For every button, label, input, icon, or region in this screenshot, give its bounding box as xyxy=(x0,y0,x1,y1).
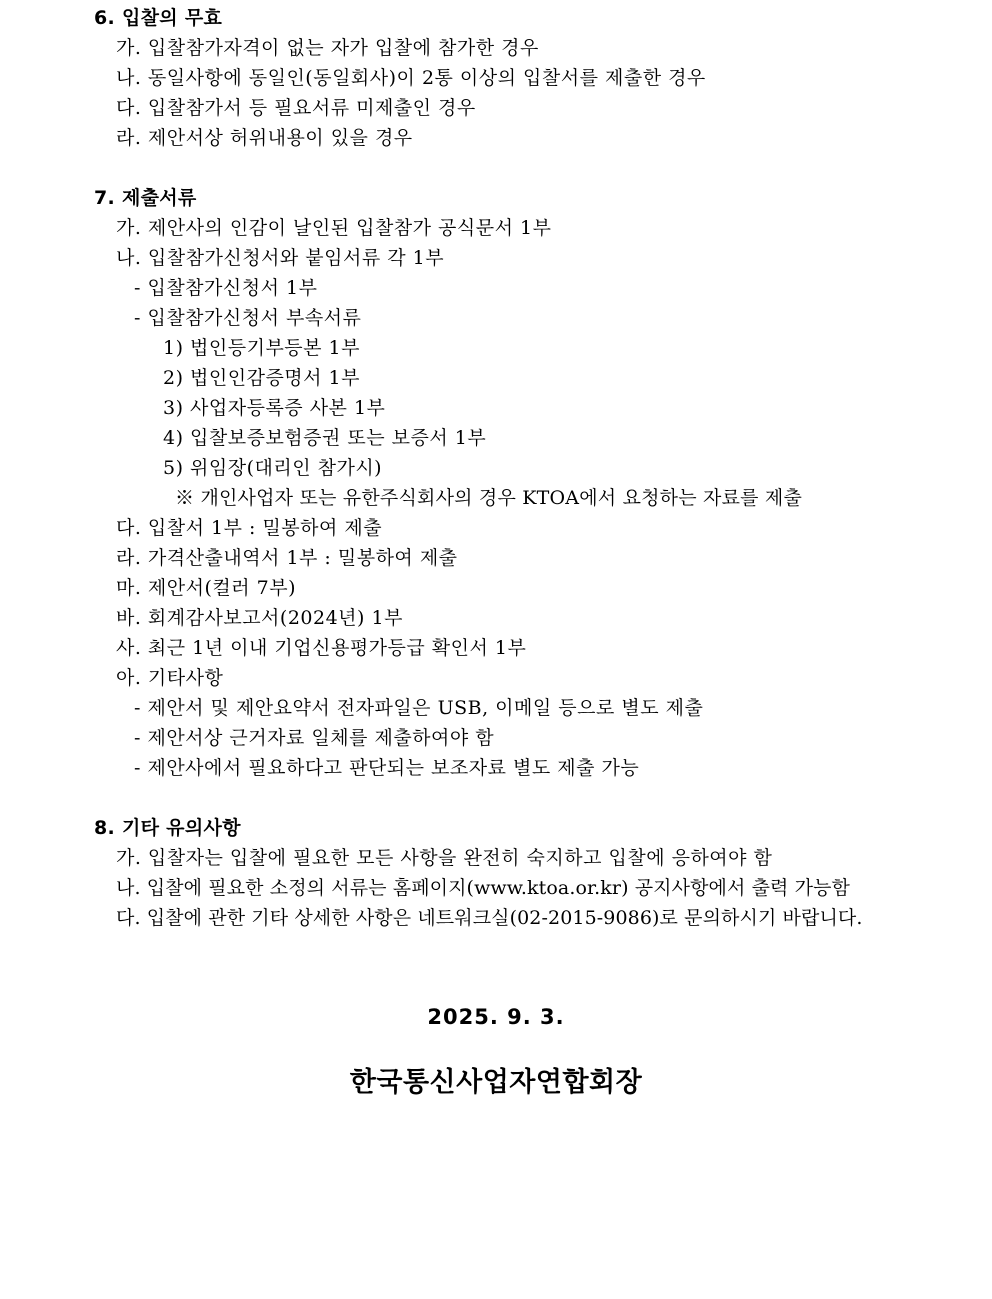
section-7-subitem: - 입찰참가신청서 1부 xyxy=(134,277,318,299)
section-8-item-ga: 가. 입찰자는 입찰에 필요한 모든 사항을 완전히 숙지하고 입찰에 응하여야 함 xyxy=(116,847,773,869)
document-date: 2025. 9. 3. xyxy=(427,1005,565,1029)
section-7-numbered-item: 5) 위임장(대리인 참가시) xyxy=(163,457,383,479)
section-7-item-da: 다. 입찰서 1부 : 밀봉하여 제출 xyxy=(116,517,383,539)
section-7-numbered-item: 2) 법인인감증명서 1부 xyxy=(163,367,361,389)
section-6-item-ga: 가. 입찰참가자격이 없는 자가 입찰에 참가한 경우 xyxy=(116,37,539,59)
section-7-numbered-item: 4) 입찰보증보험증권 또는 보증서 1부 xyxy=(163,427,487,449)
section-7-item-sa: 사. 최근 1년 이내 기업신용평가등급 확인서 1부 xyxy=(116,637,527,659)
section-7-item-a: 아. 기타사항 xyxy=(116,667,224,689)
section-7-subitem: - 제안서 및 제안요약서 전자파일은 USB, 이메일 등으로 별도 제출 xyxy=(134,697,704,719)
section-7-heading: 7. 제출서류 xyxy=(94,187,197,209)
section-6-heading: 6. 입찰의 무효 xyxy=(94,7,223,29)
section-7-item-ga: 가. 제안사의 인감이 날인된 입찰참가 공식문서 1부 xyxy=(116,217,552,239)
section-7-numbered-item: 1) 법인등기부등본 1부 xyxy=(163,337,361,359)
section-7-numbered-item: 3) 사업자등록증 사본 1부 xyxy=(163,397,386,419)
section-7-item-ra: 라. 가격산출내역서 1부 : 밀봉하여 제출 xyxy=(116,547,458,569)
issuing-organization: 한국통신사업자연합회장 xyxy=(349,1067,643,1098)
section-7-note: ※ 개인사업자 또는 유한주식회사의 경우 KTOA에서 요청하는 자료를 제출 xyxy=(175,487,803,509)
section-6-item-ra: 라. 제안서상 허위내용이 있을 경우 xyxy=(116,127,413,149)
section-7-item-ba: 바. 회계감사보고서(2024년) 1부 xyxy=(116,607,403,629)
section-7-subitem: - 제안서상 근거자료 일체를 제출하여야 함 xyxy=(134,727,495,749)
section-8-item-na: 나. 입찰에 필요한 소정의 서류는 홈페이지(www.ktoa.or.kr) 공지사항에서 출력 가능함 xyxy=(116,877,850,899)
section-8-item-da: 다. 입찰에 관한 기타 상세한 사항은 네트워크실(02-2015-9086)로 문의하시기 바랍니다. xyxy=(116,907,863,929)
section-7-item-ma: 마. 제안서(컬러 7부) xyxy=(116,577,297,599)
section-7-item-na: 나. 입찰참가신청서와 붙임서류 각 1부 xyxy=(116,247,445,269)
section-7-subitem: - 입찰참가신청서 부속서류 xyxy=(134,307,362,329)
section-7-subitem: - 제안사에서 필요하다고 판단되는 보조자료 별도 제출 가능 xyxy=(134,757,640,779)
section-8-heading: 8. 기타 유의사항 xyxy=(94,817,241,839)
section-6-item-na: 나. 동일사항에 동일인(동일회사)이 2통 이상의 입찰서를 제출한 경우 xyxy=(116,67,706,89)
section-6-item-da: 다. 입찰참가서 등 필요서류 미제출인 경우 xyxy=(116,97,476,119)
